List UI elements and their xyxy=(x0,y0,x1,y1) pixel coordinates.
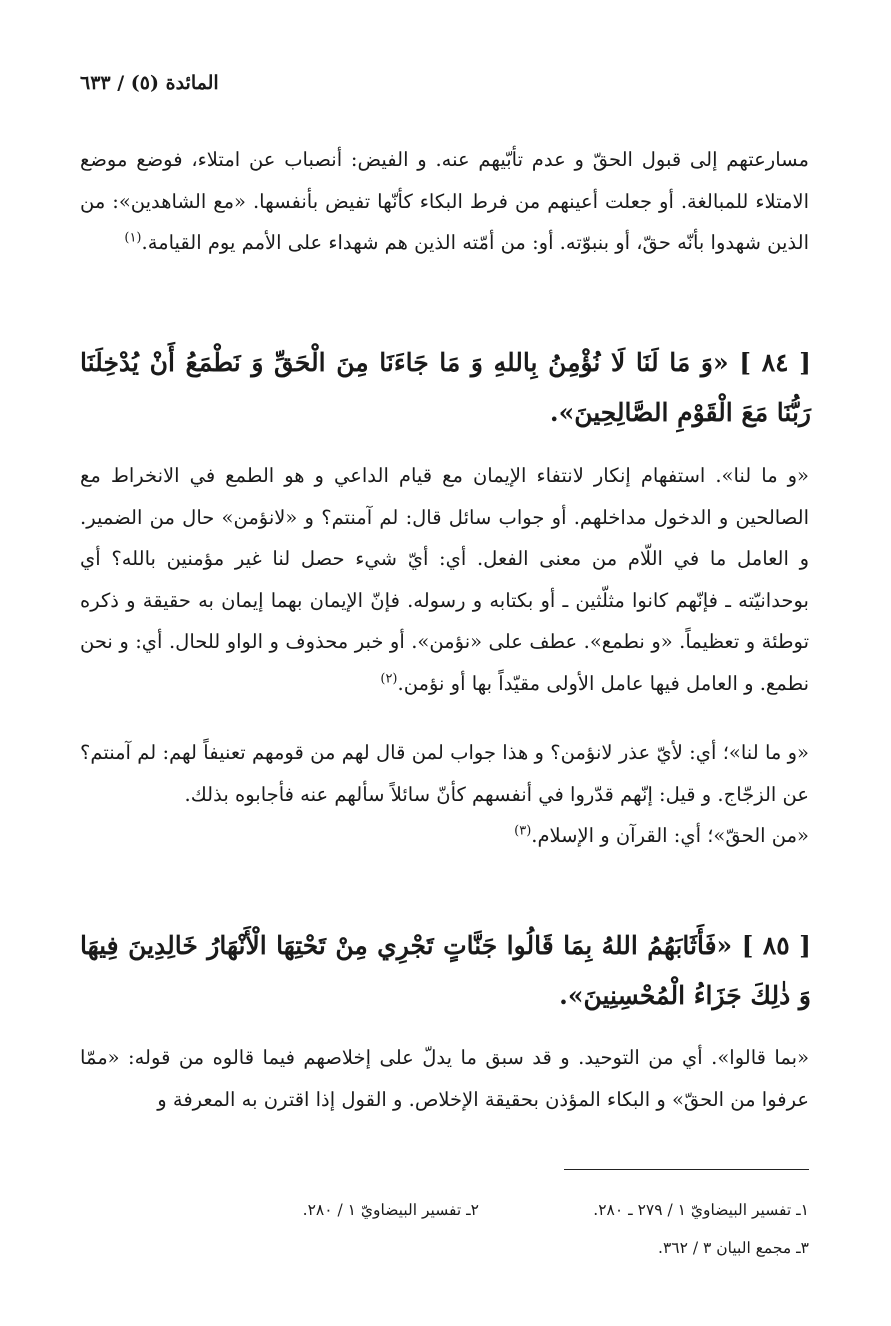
footnote-ref-2: (٢) xyxy=(380,671,398,686)
commentary-paragraph-2 xyxy=(80,455,809,704)
commentary-paragraph-4 xyxy=(80,1037,809,1120)
paragraph-text: «و ما لنا»؛ أي: لأيّ عذر لانؤمن؟ و هذا جواب لمن قال لهم من قومهم تعنيفاً لهم: لم آمنتم؟ عن الزجّاج. و قيل: إنّهم قدّروا في أنفسهم كأنّ سائلاً سألهم عنه فأجابوه بذلك. xyxy=(80,741,809,806)
footnote-ref-1: (١) xyxy=(124,230,142,246)
commentary-paragraph-1 xyxy=(80,139,809,264)
footnotes xyxy=(80,1191,809,1267)
footnote-3: ٣ـ مجمع البيان ٣ / ٣٦٢. xyxy=(658,1239,809,1257)
verse-84: [ ٨٤ ] «وَ مَا لَنَا لَا نُؤْمِنُ بِاللهِ وَ مَا جَاءَنَا مِنَ الْحَقِّ وَ نَطْمَعُ أَنْ يُدْخِلَنَا رَبُّنَا مَعَ الْقَوْمِ الصَّالِحِينَ». xyxy=(80,348,811,427)
commentary-paragraph-3 xyxy=(80,732,809,857)
footnote-1: ١ـ تفسير البيضاويّ ١ / ٢٧٩ ـ ٢٨٠. xyxy=(593,1201,809,1219)
paragraph-text: «بما قالوا». أي من التوحيد. و قد سبق ما يدلّ على إخلاصهم فيما قالوه من قوله: «ممّا عرفوا من الحقّ» و البكاء المؤذن بحقيقة الإخلاص. و القول إذا اقترن به المعرفة و xyxy=(80,1046,809,1111)
verse-85: [ ٨٥ ] «فَأَثَابَهُمُ اللهُ بِمَا قَالُوا جَنَّاتٍ تَجْرِي مِنْ تَحْتِهَا الْأَنْهَارُ خَالِدِينَ فِيهَا وَ ذٰلِكَ جَزَاءُ الْمُحْسِنِينَ». xyxy=(80,931,811,1010)
running-head: المائدة (٥) / ٦٣٣ xyxy=(80,72,219,94)
paragraph-text-continued: «من الحقّ»؛ أي: القرآن و الإسلام. xyxy=(531,824,809,847)
paragraph-text: «و ما لنا». استفهام إنكار لانتفاء الإيمان مع قيام الداعي و هو الطمع في الانخراط مع الصالحين و الدخول مداخلهم. أو جواب سائل قال: لم آمنتم؟ و «لانؤمن» حال من الضمير. و العامل ما في اللّام من معنى الفعل. أي: أيّ شيء حصل لنا غير مؤمنين بالله؟ أي بوحدانيّته ـ فإنّهم كانوا مثلّثين ـ أو بكتابه و رسوله. فإنّ الإيمان بهما إيمان به حقيقة و ذكره توطئة و تعظيماً. «و نطمع». عطف على «نؤمن». أو خبر محذوف و الواو للحال. أي: و نحن نطمع. و العامل فيها عامل الأولى مقيّداً بها أو نؤمن. xyxy=(80,464,809,695)
footnote-ref-3: (٣) xyxy=(514,823,532,839)
footnote-divider xyxy=(564,1169,809,1170)
paragraph-text: مسارعتهم إلى قبول الحقّ و عدم تأبّيهم عنه. و الفيض: أنصباب عن امتلاء، فوضع موضع الامتلاء للمبالغة. أو جعلت أعينهم من فرط البكاء كأنّها تفيض بأنفسها. «مع الشاهدين»: من الذين شهدوا بأنّه حقّ، أو بنبوّته. أو: من أمّته الذين هم شهداء على الأمم يوم القيامة. xyxy=(80,148,809,254)
footnote-2: ٢ـ تفسير البيضاويّ ١ / ٢٨٠. xyxy=(302,1201,479,1219)
